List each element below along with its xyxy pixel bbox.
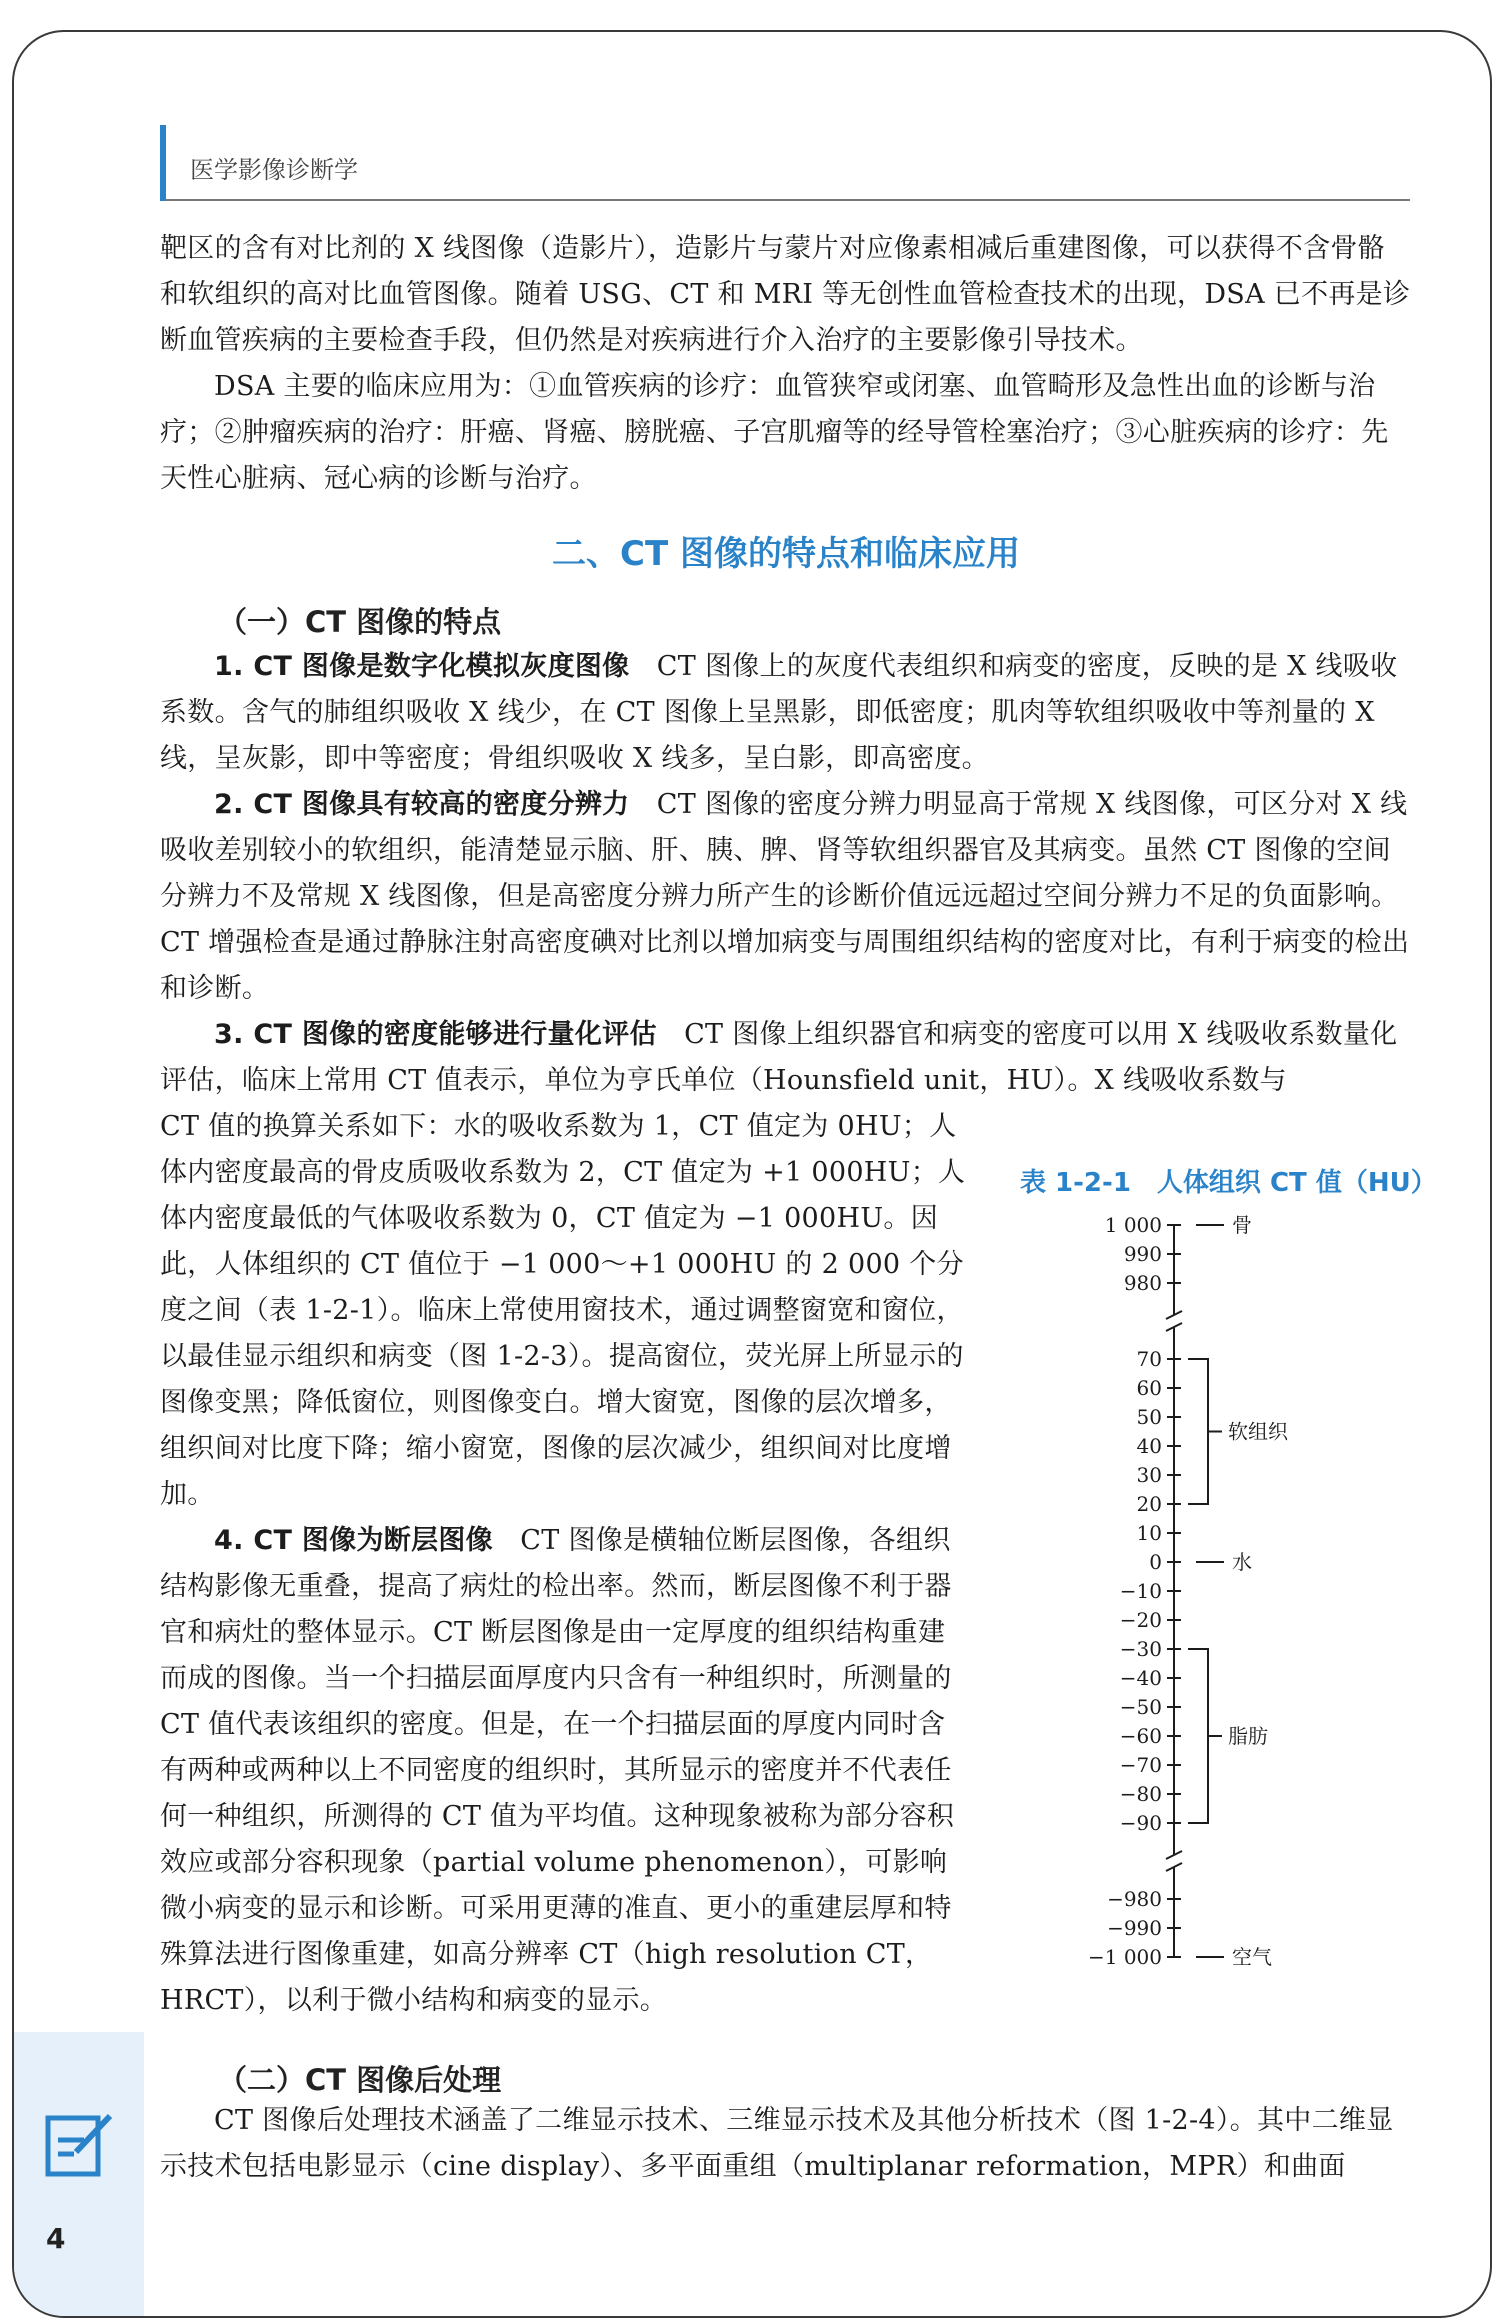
tick-label-11: −10 [1119, 1579, 1162, 1603]
subsection-title-2: （二）CT 图像后处理 [218, 2063, 502, 2097]
tick-label-10: 0 [1149, 1550, 1162, 1574]
ct-value-scale [1060, 1190, 1420, 1990]
tick-label-0: 1 000 [1104, 1213, 1162, 1237]
soft-tissue-label: 软组织 [1228, 1419, 1288, 1444]
section-title: 二、CT 图像的特点和临床应用 [552, 534, 1020, 574]
item-2 [160, 782, 1412, 1012]
item-4 [160, 1518, 970, 2024]
tick-label-20: −980 [1107, 1887, 1162, 1911]
tick-label-21: −990 [1107, 1916, 1162, 1940]
item-1-text: CT 图像上的灰度代表组织和病变的密度，反映的是 X 线吸收系数。含气的肺组织吸收 X 线少，在 CT 图像上呈黑影，即低密度；肌肉等软组织吸收中等剂量的 X 线，呈灰影，即中等密度；骨组织吸收 X 线多，呈白影，即高密度。 [160, 651, 1398, 774]
closing-paragraph: CT 图像后处理技术涵盖了二维显示技术、三维显示技术及其他分析技术（图 1-2-4）。其中二维显示技术包括电影显示（cine display）、多平面重组（multiplanar reformation，MPR）和曲面 [160, 2105, 1394, 2182]
tick-label-2: 980 [1123, 1271, 1162, 1295]
water-label: 水 [1232, 1550, 1252, 1574]
fat-label: 脂肪 [1228, 1724, 1268, 1748]
bone-label: 骨 [1232, 1213, 1252, 1237]
header-rule [166, 199, 1410, 201]
item-3-lead: 3. CT 图像的密度能够进行量化评估 [214, 1019, 657, 1050]
tick-label-12: −20 [1119, 1608, 1162, 1632]
item-4-text: CT 图像是横轴位断层图像，各组织结构影像无重叠，提高了病灶的检出率。然而，断层图像不利于器官和病灶的整体显示。CT 断层图像是由一定厚度的组织结构重建而成的图像。当一个扫描层面厚度内只含有一种组织时，所测量的 CT 值代表该组织的密度。但是，在一个扫描层面的厚度内同时含有两种或两种以上不同密度的组织时，其所显示的密度并不代表任何一种组织，所测得的 CT 值为平均值。这种现象被称为部分容积效应或部分容积现象（partial volume phenomenon），可影响微小病变的显示和诊断。可采用更薄的准直、更小的重建层厚和特殊算法进行图像重建，如高分辨率 CT（high resolution CT，HRCT），以利于微小结构和病变的显示。 [160, 1525, 955, 2016]
item-4-lead: 4. CT 图像为断层图像 [214, 1525, 493, 1556]
tick-label-1: 990 [1123, 1242, 1162, 1266]
tick-label-8: 20 [1136, 1492, 1162, 1516]
tick-label-9: 10 [1136, 1521, 1162, 1545]
header-accent-bar [160, 125, 166, 201]
item-2-text: CT 图像的密度分辨力明显高于常规 X 线图像，可区分对 X 线吸收差别较小的软组织，能清楚显示脑、肝、胰、脾、肾等软组织器官及其病变。虽然 CT 图像的空间分辨力不及常规 X 线图像，但是高密度分辨力所产生的诊断价值远远超过空间分辨力不足的负面影响。CT 增强检查是通过静脉注射高密度碘对比剂以增加病变与周围组织结构的密度对比，有利于病变的检出和诊断。 [160, 789, 1410, 1004]
tick-label-22: −1 000 [1087, 1945, 1162, 1969]
air-label: 空气 [1232, 1945, 1272, 1969]
fat-bracket [1188, 1649, 1208, 1823]
tick-label-13: −30 [1119, 1637, 1162, 1661]
tick-label-5: 50 [1136, 1405, 1162, 1429]
table-title: 表 1-2-1 人体组织 CT 值（HU） [1020, 1168, 1437, 1198]
paragraph-2: DSA 主要的临床应用为：①血管疾病的诊疗：血管狭窄或闭塞、血管畸形及急性出血的诊断与治疗；②肿瘤疾病的治疗：肝癌、肾癌、膀胱癌、子宫肌瘤等的经导管栓塞治疗；③心脏疾病的诊疗：先天性心脏病、冠心病的诊断与治疗。 [160, 371, 1389, 494]
tick-label-6: 40 [1136, 1434, 1162, 1458]
subsection-title-1: （一）CT 图像的特点 [218, 605, 502, 639]
item-3-continued: CT 值的换算关系如下：水的吸收系数为 1，CT 值定为 0HU；人体内密度最高的骨皮质吸收系数为 2，CT 值定为 +1 000HU；人体内密度最低的气体吸收系数为 0，CT 值定为 −1 000HU。因此，人体组织的 CT 值位于 −1 000～+1 000HU 的 2 000 个分度之间（表 1-2-1）。临床上常使用窗技术，通过调整窗宽和窗位，以最佳显示组织和病变（图 1-2-3）。提高窗位，荧光屏上所显示的图像变黑；降低窗位，则图像变白。增大窗宽，图像的层次增多，组织间对比度下降；缩小窗宽，图像的层次减少，组织间对比度增加。 [160, 1111, 966, 1510]
tick-label-19: −90 [1119, 1811, 1162, 1835]
tick-label-4: 60 [1136, 1376, 1162, 1400]
soft-tissue-bracket [1188, 1359, 1208, 1504]
page-number: 4 [46, 2222, 66, 2255]
item-1 [160, 644, 1412, 782]
item-1-lead: 1. CT 图像是数字化模拟灰度图像 [214, 651, 630, 682]
paragraph-1: 靶区的含有对比剂的 X 线图像（造影片），造影片与蒙片对应像素相减后重建图像，可以获得不含骨骼和软组织的高对比血管图像。随着 USG、CT 和 MRI 等无创性血管检查技术的出现，DSA 已不再是诊断血管疾病的主要检查手段，但仍然是对疾病进行介入治疗的主要影像引导技术。 [160, 233, 1411, 356]
tick-label-3: 70 [1136, 1347, 1162, 1371]
tick-label-18: −80 [1119, 1782, 1162, 1806]
tick-label-14: −40 [1119, 1666, 1162, 1690]
notes-icon [44, 2108, 116, 2180]
running-header: 医学影像诊断学 [190, 156, 358, 184]
tick-label-7: 30 [1136, 1463, 1162, 1487]
item-2-lead: 2. CT 图像具有较高的密度分辨力 [214, 789, 630, 820]
tick-label-15: −50 [1119, 1695, 1162, 1719]
tick-label-17: −70 [1119, 1753, 1162, 1777]
item-3-text: CT 图像上组织器官和病变的密度可以用 X 线吸收系数量化评估，临床上常用 CT 值表示，单位为亨氏单位（Hounsfield unit，HU）。X 线吸收系数与 [160, 1019, 1398, 1096]
item-3 [160, 1012, 1412, 1104]
tick-label-16: −60 [1119, 1724, 1162, 1748]
